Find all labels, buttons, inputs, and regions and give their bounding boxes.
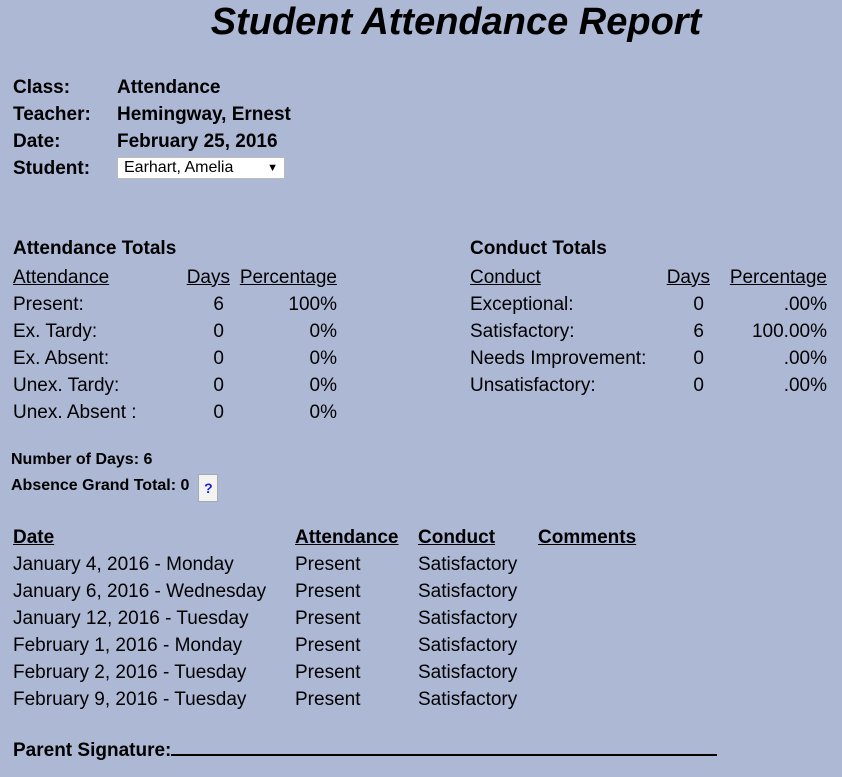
table-row bbox=[13, 632, 636, 659]
table-header-row bbox=[470, 264, 827, 291]
column-header-conduct: Conduct bbox=[418, 526, 496, 548]
row-days: 0 bbox=[213, 401, 224, 423]
row-pct: .00% bbox=[783, 293, 827, 315]
conduct-totals-heading: Conduct Totals bbox=[470, 238, 607, 259]
table-row bbox=[13, 372, 337, 399]
student-row bbox=[13, 157, 291, 184]
student-selected-value: Earhart, Amelia bbox=[124, 159, 234, 176]
row-pct: 100.00% bbox=[751, 320, 827, 342]
row-label: Satisfactory: bbox=[470, 320, 575, 342]
cell-date: February 2, 2016 - Tuesday bbox=[13, 661, 247, 683]
cell-conduct: Satisfactory bbox=[418, 607, 518, 629]
cell-attendance: Present bbox=[295, 553, 361, 575]
row-pct: 0% bbox=[309, 320, 337, 342]
column-header-percentage: Percentage bbox=[239, 266, 337, 288]
row-days: 0 bbox=[693, 374, 704, 396]
cell-comments bbox=[538, 551, 636, 578]
row-label: Unsatisfactory: bbox=[470, 374, 596, 396]
cell-comments bbox=[538, 659, 636, 686]
cell-conduct: Satisfactory bbox=[418, 580, 518, 602]
row-days: 0 bbox=[213, 347, 224, 369]
cell-comments bbox=[538, 632, 636, 659]
summary bbox=[11, 447, 218, 499]
table-row bbox=[470, 318, 827, 345]
row-label: Ex. Tardy: bbox=[13, 320, 98, 342]
row-label: Present: bbox=[13, 293, 84, 315]
date-value: February 25, 2016 bbox=[117, 131, 278, 152]
row-days: 0 bbox=[213, 374, 224, 396]
row-pct: 0% bbox=[309, 347, 337, 369]
table-row bbox=[13, 578, 636, 605]
student-label: Student: bbox=[13, 158, 91, 179]
row-label: Ex. Absent: bbox=[13, 347, 110, 369]
row-label: Unex. Absent : bbox=[13, 401, 137, 423]
column-header-attendance: Attendance bbox=[13, 266, 110, 288]
table-row bbox=[13, 551, 636, 578]
cell-attendance: Present bbox=[295, 661, 361, 683]
help-button[interactable]: ? bbox=[198, 474, 218, 502]
date-label: Date: bbox=[13, 131, 61, 152]
cell-attendance: Present bbox=[295, 688, 361, 710]
attendance-detail-table bbox=[13, 524, 636, 713]
signature-line bbox=[171, 736, 717, 756]
cell-conduct: Satisfactory bbox=[418, 634, 518, 656]
cell-date: January 6, 2016 - Wednesday bbox=[13, 580, 267, 602]
cell-conduct: Satisfactory bbox=[418, 553, 518, 575]
cell-date: January 12, 2016 - Tuesday bbox=[13, 607, 249, 629]
row-pct: .00% bbox=[783, 347, 827, 369]
row-days: 0 bbox=[693, 347, 704, 369]
row-days: 6 bbox=[693, 320, 704, 342]
row-days: 6 bbox=[213, 293, 224, 315]
cell-conduct: Satisfactory bbox=[418, 688, 518, 710]
row-days: 0 bbox=[213, 320, 224, 342]
table-row bbox=[13, 399, 337, 426]
cell-comments bbox=[538, 578, 636, 605]
number-of-days: Number of Days: 6 bbox=[11, 451, 153, 468]
table-row bbox=[13, 659, 636, 686]
table-row bbox=[13, 605, 636, 632]
row-pct: .00% bbox=[783, 374, 827, 396]
column-header-days: Days bbox=[666, 266, 710, 288]
table-row bbox=[13, 291, 337, 318]
cell-attendance: Present bbox=[295, 580, 361, 602]
attendance-totals-heading: Attendance Totals bbox=[13, 238, 177, 259]
teacher-row bbox=[13, 103, 291, 130]
parent-signature-label: Parent Signature: bbox=[13, 740, 172, 761]
table-header-row bbox=[13, 524, 636, 551]
table-row bbox=[13, 686, 636, 713]
column-header-percentage: Percentage bbox=[729, 266, 827, 288]
row-label: Unex. Tardy: bbox=[13, 374, 120, 396]
column-header-days: Days bbox=[186, 266, 230, 288]
teacher-value: Hemingway, Ernest bbox=[117, 104, 291, 125]
column-header-conduct: Conduct bbox=[470, 266, 541, 288]
column-header-comments: Comments bbox=[538, 526, 637, 548]
column-header-date: Date bbox=[13, 526, 55, 548]
row-days: 0 bbox=[693, 293, 704, 315]
report-info bbox=[13, 76, 291, 184]
cell-date: February 1, 2016 - Monday bbox=[13, 634, 243, 656]
row-pct: 100% bbox=[288, 293, 337, 315]
attendance-detail bbox=[13, 524, 636, 713]
cell-comments bbox=[538, 686, 636, 713]
cell-date: February 9, 2016 - Tuesday bbox=[13, 688, 247, 710]
table-row bbox=[470, 372, 827, 399]
conduct-totals-table bbox=[470, 264, 827, 399]
table-row bbox=[470, 345, 827, 372]
cell-comments bbox=[538, 605, 636, 632]
cell-conduct: Satisfactory bbox=[418, 661, 518, 683]
row-label: Needs Improvement: bbox=[470, 347, 647, 369]
cell-attendance: Present bbox=[295, 634, 361, 656]
row-pct: 0% bbox=[309, 401, 337, 423]
chevron-down-icon: ▼ bbox=[267, 162, 278, 174]
cell-attendance: Present bbox=[295, 607, 361, 629]
table-row bbox=[470, 291, 827, 318]
attendance-totals-table bbox=[13, 264, 337, 426]
table-row bbox=[13, 345, 337, 372]
class-row bbox=[13, 76, 291, 103]
class-label: Class: bbox=[13, 77, 71, 98]
column-header-attendance: Attendance bbox=[295, 526, 399, 548]
date-row bbox=[13, 130, 291, 157]
absence-grand-total: Absence Grand Total: 0 bbox=[11, 477, 190, 494]
student-select[interactable] bbox=[117, 157, 285, 179]
row-label: Exceptional: bbox=[470, 293, 574, 315]
parent-signature bbox=[13, 736, 717, 762]
conduct-totals bbox=[470, 237, 827, 399]
attendance-totals bbox=[13, 237, 337, 426]
row-pct: 0% bbox=[309, 374, 337, 396]
class-value: Attendance bbox=[117, 77, 221, 98]
table-row bbox=[13, 318, 337, 345]
page-title: Student Attendance Report bbox=[210, 1, 702, 43]
teacher-label: Teacher: bbox=[13, 104, 91, 125]
table-header-row bbox=[13, 264, 337, 291]
cell-date: January 4, 2016 - Monday bbox=[13, 553, 234, 575]
absence-grand-total-row bbox=[11, 473, 218, 499]
